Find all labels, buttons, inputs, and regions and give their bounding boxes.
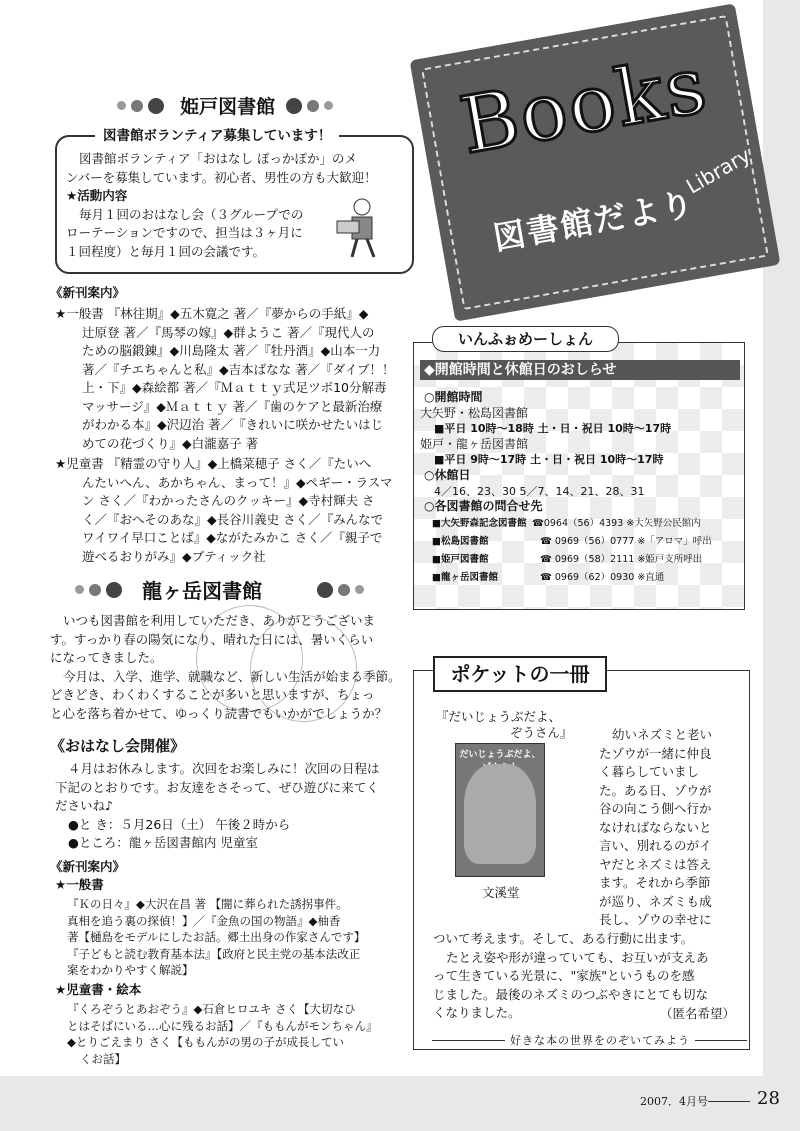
book-line: ワイワイ早口ことば』◆ながたみかこ さく／『親子で (82, 530, 383, 545)
pocket-title: ポケットの一冊 (433, 656, 607, 692)
volunteer-line: 図書館ボランティア「おはなし ぽっかぽか」のメ (79, 151, 357, 166)
ryugatake-intro (50, 612, 410, 723)
page-number: 28 (757, 1088, 780, 1109)
children-books-label: ★児童書・絵本 (55, 982, 142, 997)
dot-decoration (75, 585, 84, 594)
ryugatake-general-books (67, 896, 412, 979)
contact-name: ■大矢野森記念図書館 (432, 517, 527, 529)
contact-row (432, 533, 744, 551)
book-line: く／『おへそのあな』◆長谷川義史 さく／『みんなで (82, 511, 384, 527)
book-line: 上・下』◆森絵都 著／『Ｍａｔｔｙ式足ツボ10分解毒 (82, 380, 387, 395)
book-line: 辻原登 著／『馬琴の嫁』◆群ようこ 著／『現代人の (82, 324, 375, 340)
review-line: って生きている光景に、"家族"というものを感 (433, 968, 695, 983)
story-time-text (55, 760, 405, 853)
ryugatake-new-books-heading: 《新刊案内》 (50, 859, 126, 874)
book-line: 『Ｋの日々』◆大沢在昌 著 【闇に葬られた誘拐事件。 (67, 897, 348, 911)
dot-decoration (317, 582, 333, 598)
review-line: ヤだとネズミは答え (599, 856, 712, 872)
page-side-band (763, 0, 800, 1131)
book-line: ン さく／『わかったさんのクッキー』◆寺村輝夫 さ (82, 493, 375, 508)
intro-line: いつも図書館を利用していただき、ありがとうございま (63, 613, 376, 628)
book-line: 『子どもと読む教育基本法』【政府と民主党の基本法改正 (67, 946, 361, 961)
dot-decoration (286, 98, 302, 114)
story-line: ●と き：５月26日（土） 午後２時から (68, 816, 291, 832)
publisher: 文溪堂 (482, 885, 520, 900)
volunteer-heading: 図書館ボランティア募集しています！ (95, 124, 339, 144)
volunteer-line: ローテーションですので、担当は３ヶ月に (66, 225, 303, 240)
contact-name: ■松島図書館 (432, 535, 489, 547)
volunteer-line: ★活動内容 (66, 188, 128, 203)
dot-decoration (324, 101, 333, 110)
book-line: めての花づくり』◆白瀧嘉子 著 (82, 435, 259, 451)
review-line: た。ある日、ゾウが (599, 782, 712, 798)
intro-line: と心を落ち着かせて、ゆっくり読書でもいかがでしょうか？ (50, 705, 388, 721)
intro-line: 今月は、入学、進学、就職など、新しい生活が始まる季節。 (63, 668, 401, 684)
book-line: ための脳鍛錬』◆川島隆太 著／『牡丹酒』◆山本一力 (82, 343, 381, 358)
info-line: 姫戸・龍ヶ岳図書館 (420, 436, 529, 451)
review-line: たゾウが一緒に仲良 (599, 745, 712, 761)
dot-decoration (106, 582, 122, 598)
book-line: くお話】 (80, 1051, 126, 1066)
book-line: 著【樋島をモデルにしたお話。郷土出身の作家さんです】 (67, 930, 366, 945)
story-time-heading: 《おはなし会開催》 (50, 737, 186, 755)
review-line: なければならないと (599, 819, 712, 835)
book-line: ★一般書 『林往期』◆五木寛之 著／『夢からの手紙』◆ (55, 306, 369, 321)
contact-tel: ☎ 0969（56）0777 ※「アロマ」呼出 (540, 535, 712, 547)
ryugatake-children-books (67, 1001, 412, 1067)
book-line: マッサージ』◆Ｍａｔｔｙ 著／『歯のケアと最新治療 (82, 398, 383, 414)
info-line: ■平日 10時〜18時 土・日・祝日 10時〜17時 (434, 422, 672, 436)
info-line: 4／16、23、30 5／7、14、21、28、31 (434, 484, 645, 498)
dot-decoration (89, 584, 101, 596)
review-line: が巡り、ネズミも成 (599, 893, 712, 909)
himeji-new-books-heading: 《新刊案内》 (50, 285, 126, 300)
dot-decoration (338, 584, 350, 596)
info-line: ○開館時間 (424, 390, 483, 404)
review-line: 幼いネズミと老い (612, 727, 713, 742)
review-line: くなりました。 (433, 1005, 521, 1020)
contact-tel: ☎ 0969（58）2111 ※姫戸支所呼出 (540, 553, 703, 565)
book-line: 遊べるおりがみ』◆ブティック社 (82, 548, 266, 564)
book-line: 著／『チエちゃんと私』◆吉本ばなな 著／『ダイブ！！ (82, 361, 395, 377)
story-line: ４月はお休みします。次回をお楽しみに！次回の日程は (68, 761, 380, 776)
story-line: ださいね♪ (55, 798, 113, 813)
dot-decoration (148, 98, 164, 114)
review-line: じました。最後のネズミのつぶやきにとても切な (433, 986, 709, 1002)
review-signature: （匿名希望） (660, 1006, 736, 1021)
book-line: ★児童書 『精霊の守り人』◆上橋菜穂子 さく／『たいへ (55, 456, 372, 471)
book-line: 真相を追う裏の探偵！】／『金魚の国の物語』◆柚香 (67, 913, 341, 928)
issue-label: 2007．4月号 (640, 1095, 708, 1108)
badge-subtitle: 図書館だより (490, 184, 698, 258)
review-line: ついて考えます。そして、ある行動に出ます。 (433, 931, 694, 946)
dot-decoration (117, 101, 126, 110)
pocket-book-title-2: ぞうさん』 (510, 725, 573, 740)
contact-row (432, 551, 744, 569)
info-heading: ◆開館時間と休館日のおしらせ (420, 360, 740, 380)
intro-line: どきどき、わくわくすることが多いと思いますが、ちょっ (50, 687, 375, 702)
himeji-general-books (55, 305, 405, 453)
himeji-header (117, 92, 338, 119)
himeji-title: 姫戸図書館 (180, 96, 276, 118)
contact-tel: ☎0964（56）4393 ※大矢野公民館内 (532, 517, 701, 529)
dot-decoration (131, 100, 143, 112)
ryugatake-header (75, 575, 369, 604)
info-line: ○休館日 (424, 467, 471, 482)
librarian-illustration (332, 195, 387, 260)
info-body (420, 390, 744, 587)
story-line: ●ところ：龍ヶ岳図書館内 児童室 (68, 835, 258, 850)
volunteer-line: 毎月１回のおはなし会（３グループでの (79, 206, 304, 222)
books-badge (409, 3, 780, 321)
page-number-rule (708, 1101, 750, 1102)
story-line: 下記のとおりです。お友達をさそって、ぜひ遊びに来てく (55, 779, 379, 795)
book-line: ◆とりごえまり さく【ももんがの男の子が成長してい (67, 1035, 344, 1050)
volunteer-line: ンバーを募集しています。初心者、男性の方も大歓迎！ (66, 169, 377, 185)
contact-row (432, 569, 744, 587)
book-line: がわかる本』◆沢辺治 著／『きれいに咲かせたいはじ (82, 417, 384, 432)
pocket-book-title-1: 『だいじょうぶだよ、 (436, 709, 562, 724)
badge-library-label: Library (681, 142, 755, 199)
review-line: く暮らしていまし (599, 764, 700, 779)
review-line: ます。それから季節 (599, 875, 711, 890)
contact-row (432, 515, 744, 533)
volunteer-line: １回程度）と毎月１回の会議です。 (66, 243, 266, 259)
review-right-column (599, 726, 744, 930)
book-cover (455, 743, 545, 877)
ryugatake-title: 龍ヶ岳図書館 (142, 579, 263, 603)
dot-decoration (307, 100, 319, 112)
book-line: 案をわかりやすく解説】 (67, 963, 194, 978)
info-tab: いんふぉめーしょん (432, 326, 619, 352)
book-line: とはそばにいる…心に残るお話】／『ももんがモンちゃん』 (67, 1018, 378, 1033)
review-line: たとえ姿や形が違っていても、お互いが支えあ (446, 949, 709, 965)
himeji-children-books (55, 455, 405, 566)
general-books-label: ★一般書 (55, 877, 104, 892)
review-line: 長し、ゾウの幸せに (599, 912, 712, 927)
contact-name: ■龍ヶ岳図書館 (432, 571, 498, 583)
book-cover-title: だいじょうぶだよ、 (459, 750, 541, 760)
elephant-illustration (464, 764, 536, 864)
dot-decoration (355, 585, 364, 594)
info-line: 大矢野・松島図書館 (420, 405, 529, 420)
review-line: 言い、別れるのがイ (599, 838, 712, 853)
pocket-footer-text: 好きな本の世界をのぞいてみよう (505, 1032, 695, 1048)
book-line: んたいへん、あかちゃん、まって！』◆ペギー・ラスマ (82, 474, 393, 490)
contact-name: ■姫戸図書館 (432, 553, 489, 565)
review-line: 谷の向こう側へ行か (599, 801, 712, 816)
contact-list (424, 515, 744, 587)
badge-books-title: Books (454, 40, 715, 172)
info-line: ■平日 9時〜17時 土・日・祝日 10時〜17時 (434, 453, 664, 467)
intro-line: す。すっかり春の陽気になり、晴れた日には、暑いくらい (50, 631, 374, 647)
intro-line: になってきました。 (50, 650, 163, 665)
contact-tel: ☎ 0969（62）0930 ※直通 (540, 571, 665, 583)
book-line: 『くろぞうとあおぞう』◆石倉ヒロユキ さく【大切なひ (67, 1002, 356, 1016)
info-line: ○各図書館の問合せ先 (424, 499, 543, 514)
